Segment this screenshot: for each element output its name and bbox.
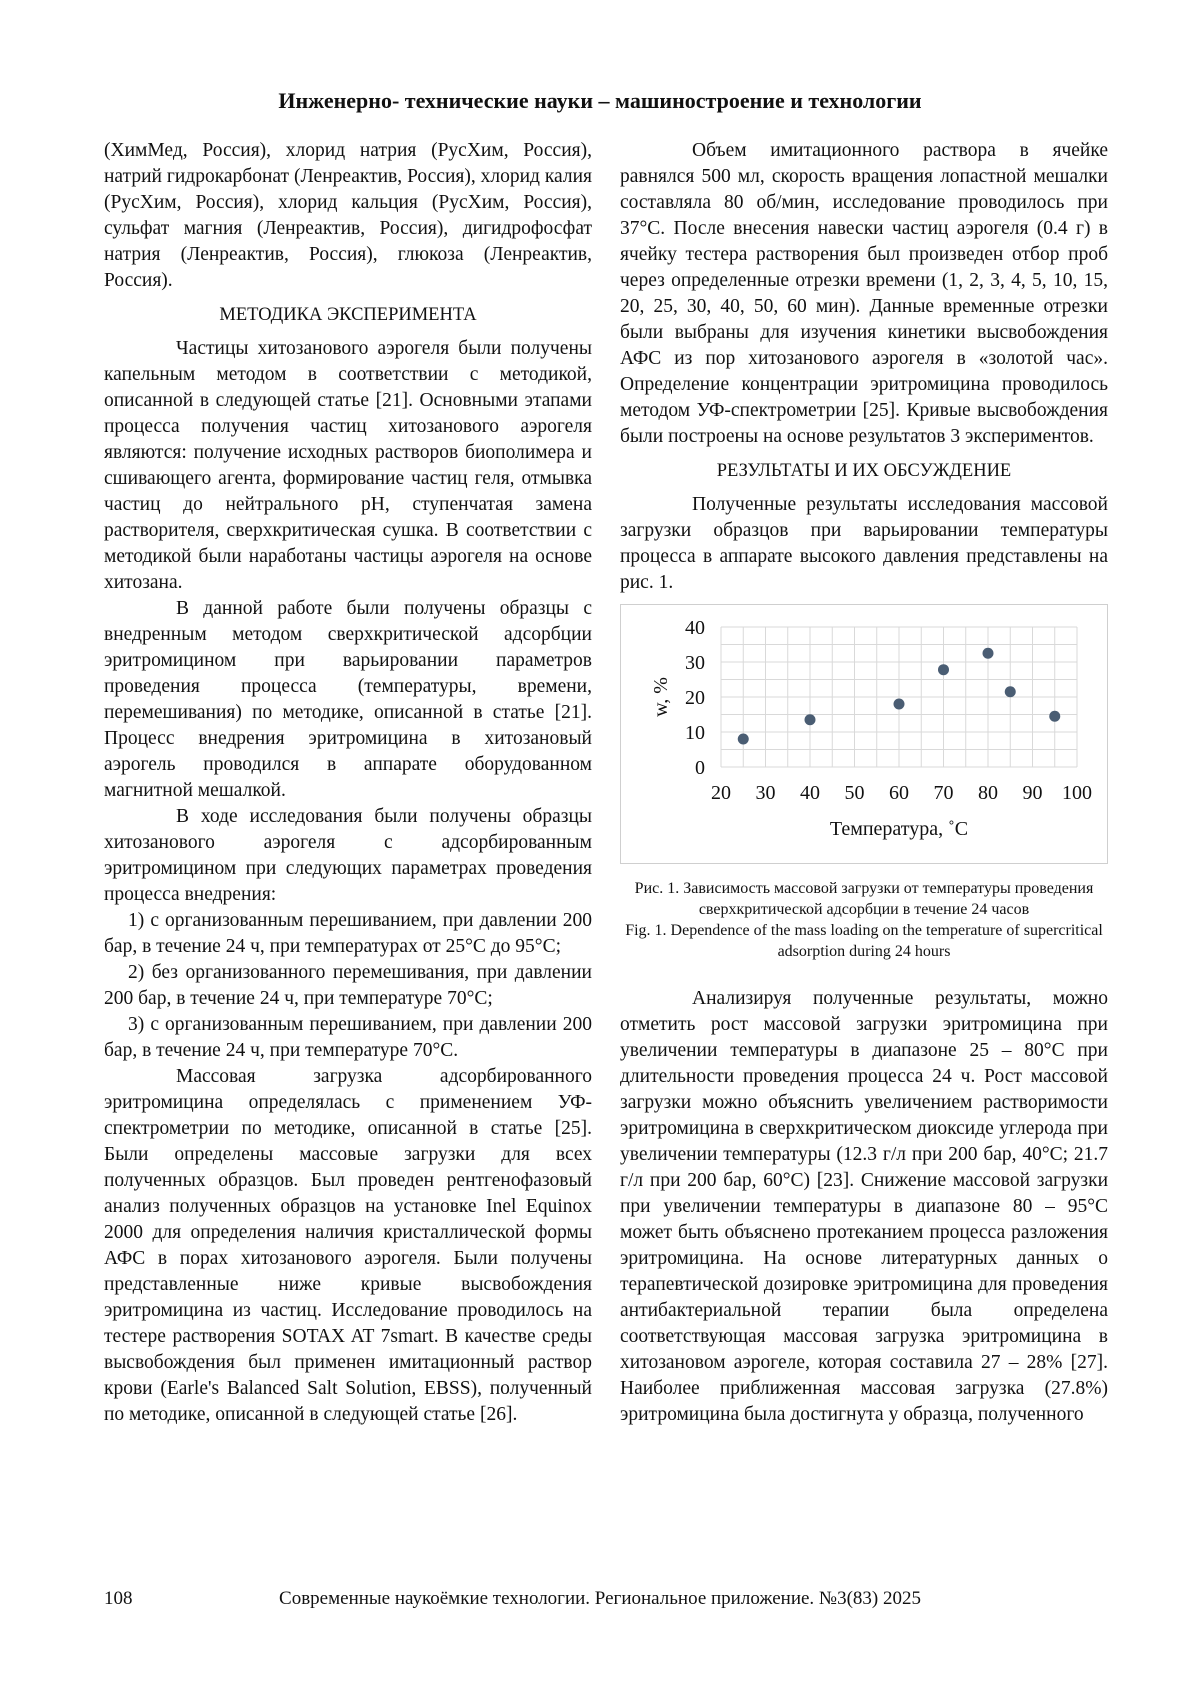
y-axis-title: w, % [650, 677, 672, 717]
figure-caption-ru: Рис. 1. Зависимость массовой загрузки от температуры проведения сверхкритической адсорбции в течение 24 часов [634, 880, 1094, 918]
figure-1 [620, 604, 1108, 864]
x-tick-label: 50 [844, 782, 865, 804]
paragraph: Массовая загрузка адсорбированного эритромицина определялась с применением УФ-спектрометрии по методике, описанной в статье [25]. Были определены массовые загрузки для всех полученных образцов. Был проведен рентгенофазовый анализ полученных образцов на установке Inel Equinox 2000 для определения наличия кристаллической формы АФС в порах хитозанового аэрогеля. Были получены представленные ниже кривые высвобождения эритромицина из частиц. Исследование проводилось на тестере растворения SOTAX AT 7smart. В качестве среды высвобождения был применен имитационный раствор крови (Earle's Balanced Salt Solution, EBSS), полученный по методике, описанной в следующей статье [26]. [104, 1066, 592, 1425]
x-tick-label: 30 [755, 782, 776, 804]
right-column-top [620, 138, 1108, 596]
y-tick-label: 0 [695, 757, 705, 779]
data-point [1049, 711, 1060, 722]
right-column-bottom [620, 986, 1108, 1428]
x-tick-label: 90 [1022, 782, 1043, 804]
x-tick-label: 20 [711, 782, 731, 804]
data-point [738, 734, 749, 745]
right-column [620, 138, 1108, 1428]
y-tick-label: 20 [685, 687, 705, 709]
paragraph: Частицы хитозанового аэрогеля были получены капельным методом в соответствии с методикой, описанной в следующей статье [21]. Основными этапами процесса получения частиц хитозанового аэрогеля являются: получение исходных растворов биополимера и сшивающего агента, формирование частиц геля, отмывка частиц до нейтрального pH, ступенчатая замена растворителя, сверхкритическая сушка. В соответствии с методикой были наработаны частицы аэрогеля на основе хитозана. [104, 338, 592, 593]
list-item: 3) с организованным перешиванием, при давлении 200 бар, в течение 24 ч, при температуре 70°C. [104, 1014, 592, 1061]
data-point [894, 699, 905, 710]
data-point [1005, 686, 1016, 697]
x-tick-label: 80 [978, 782, 998, 804]
paragraph: Анализируя полученные результаты, можно отметить рост массовой загрузки эритромицина при увеличении температуры в диапазоне 25 – 80°C при длительности проведения процесса 24 ч. Рост массовой загрузки можно объяснить увеличением растворимости эритромицина в сверхкритическом диоксиде углерода при увеличении температуры (12.3 г/л при 200 бар, 40°C; 21.7 г/л при 200 бар, 60°C) [23]. Снижение массовой загрузки при увеличении температуры в диапазоне 80 – 95°C может быть объяснено протеканием процесса разложения эритромицина. На основе литературных данных о терапевтической дозировке эритромицина для проведения антибактериальной терапии была определена соответствующая массовая загрузка эритромицина в хитозановом аэрогеле, которая составила 27 – 28% [27]. Наиболее приближенная массовая загрузка (27.8%) эритромицина была достигнута у образца, полученного [620, 988, 1108, 1425]
data-point [938, 664, 949, 675]
list-item: 2) без организованного перемешивания, при давлении 200 бар, в течение 24 ч, при температуре 70°C; [104, 962, 592, 1009]
x-tick-label: 100 [1062, 782, 1092, 804]
section-title: МЕТОДИКА ЭКСПЕРИМЕНТА [219, 305, 477, 325]
list-item: 1) с организованным перешиванием, при давлении 200 бар, в течение 24 ч, при температурах от 25°C до 95°C; [104, 910, 592, 957]
journal-footer: Современные наукоёмкие технологии. Региональное приложение. №3(83) 2025 [279, 1588, 921, 1609]
y-tick-label: 10 [685, 722, 705, 744]
page-number: 108 [104, 1588, 133, 1609]
data-point [805, 714, 816, 725]
running-header: Инженерно- технические науки – машиностроение и технологии [278, 88, 922, 113]
figure-caption-en: Fig. 1. Dependence of the mass loading on the temperature of supercritical adsorption during 24 hours [625, 922, 1103, 960]
x-axis-title: Температура, ˚C [829, 818, 969, 840]
paragraph: Объем имитационного раствора в ячейке равнялся 500 мл, скорость вращения лопастной мешалки составляла 80 об/мин, исследование проводилось при 37°C. После внесения навески частиц аэрогеля (0.4 г) в ячейку тестера растворения был произведен отбор проб через определенные отрезки времени (1, 2, 3, 4, 5, 10, 15, 20, 25, 30, 40, 50, 60 мин). Данные временные отрезки были выбраны для изучения кинетики высвобождения АФС из пор хитозанового аэрогеля в «золотой час». Определение концентрации эритромицина проводилось методом УФ-спектрометрии [25]. Кривые высвобождения были построены на основе результатов 3 экспериментов. [620, 140, 1108, 447]
y-tick-label: 40 [685, 617, 705, 639]
x-tick-label: 60 [889, 782, 909, 804]
y-tick-label: 30 [685, 652, 705, 674]
paragraph: Полученные результаты исследования массовой загрузки образцов при варьировании температуры процесса в аппарате высокого давления представлены на рис. 1. [620, 494, 1108, 593]
x-tick-label: 40 [800, 782, 820, 804]
paragraph: (ХимМед, Россия), хлорид натрия (РусХим, Россия), натрий гидрокарбонат (Ленреактив, Россия), хлорид калия (РусХим, Россия), хлорид кальция (РусХим, Россия), сульфат магния (Ленреактив, Россия), дигидрофосфат натрия (Ленреактив, Россия), глюкоза (Ленреактив, Россия). [104, 140, 592, 291]
section-title: РЕЗУЛЬТАТЫ И ИХ ОБСУЖДЕНИЕ [716, 461, 1012, 481]
data-point [983, 648, 994, 659]
left-column [104, 138, 592, 1428]
scatter-chart [621, 605, 1107, 863]
paragraph: В ходе исследования были получены образцы хитозанового аэрогеля с адсорбированным эритромицином при следующих параметрах проведения процесса внедрения: [104, 806, 592, 905]
paragraph: В данной работе были получены образцы с внедренным методом сверхкритической адсорбции эритромицином при варьировании параметров проведения процесса (температуры, времени, перемешивания) по методике, описанной в статье [21]. Процесс внедрения эритромицина в хитозановый аэрогель проводился в аппарате оборудованном магнитной мешалкой. [104, 598, 592, 801]
x-tick-label: 70 [933, 782, 954, 804]
